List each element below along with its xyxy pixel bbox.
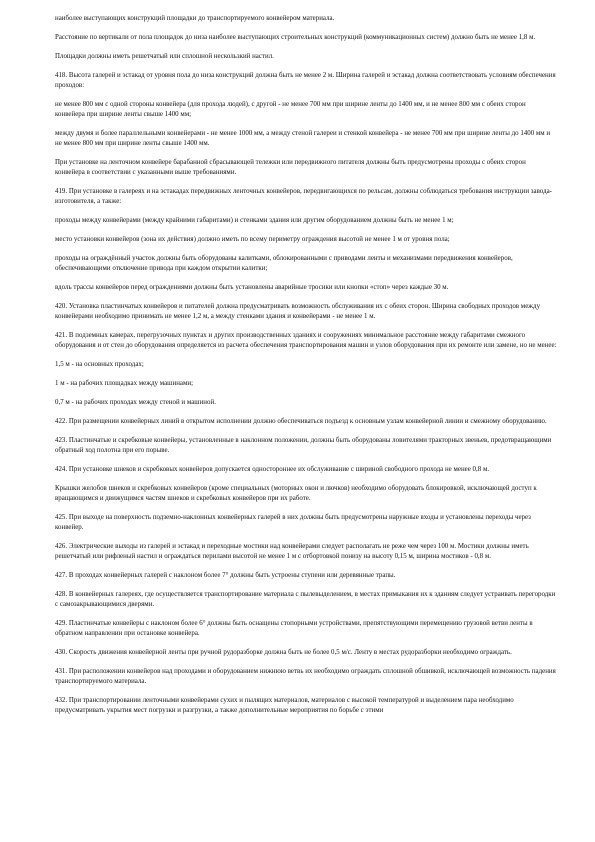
paragraph: Площадки должны иметь решетчатый или сплошной нескользкий настил. (55, 53, 274, 60)
paragraph: 420. Установка пластинчатых конвейеров и питателей должна предусматривать возможность обслуживания их с обеих сторон. Ширина свободных проходов между конвейерами необходимо принимать не менее 1,2 м, а между стенками здания и конвейерами - не менее 1 м. (55, 303, 541, 320)
paragraph: 1,5 м - на основных проходах; (55, 361, 144, 368)
paragraph: 421. В подземных камерах, перегрузочных пунктах и других производственных зданиях и сооружениях минимальное расстояние между габаритами смежного оборудования и от стен до оборудования определяется из расчета обеспечения транспортирования машин и узлов оборудования при их ремонте или замене, но не менее: (55, 332, 557, 349)
paragraph: место установки конвейеров (зона их действия) должно иметь по всему периметру ограждения высотой не менее 1 м от уровня пола; (55, 236, 450, 243)
paragraph: 430. Скорость движения конвейерной ленты при ручной рудоразборке должна быть не более 0,5 м/с. Ленту в местах рудоразборки необходимо ограждать. (55, 649, 512, 656)
paragraph: наиболее выступающих конструкций площадки до транспортируемого конвейером материала. (55, 15, 335, 22)
paragraph: 418. Высота галерей и эстакад от уровня пола до низа конструкций должна быть не менее 2 м. Ширина галерей и эстакад должна соответствовать условиям обеспечения проходов: (55, 72, 556, 89)
paragraph: проходы между конвейерами (между крайними габаритами) и стенками здания или другим оборудованием должны быть не менее 1 м; (55, 217, 454, 224)
paragraph: 432. При транспортировании ленточными конвейерами сухих и пылящих материалов, материалов с высокой температурой и выделением пара необходимо предусматривать укрытия мест погрузки и разгрузки, а также дополнительные мероприятия по борьбе с этими (55, 697, 514, 714)
paragraph: 426. Электрические выходы из галерей и эстакад и переходные мостики над конвейерами следует располагать не реже чем через 100 м. Мостики должны иметь решетчатый или рифленый настил и ограждаться перилами высотой не менее 1 м с отбортовкой понизу на высоту 0,15 м, ширина мостиков - 0,8 м. (55, 543, 529, 560)
paragraph: Расстояние по вертикали от пола площадок до низа наиболее выступающих строительных конструкций (коммуникационных систем) должно быть не менее 1,8 м. (55, 34, 536, 41)
paragraph: 419. При установке в галереях и на эстакадах передвижных ленточных конвейеров, передвигающихся по рельсам, должны соблюдаться требования инструкции завода-изготовителя, а также: (55, 188, 552, 205)
paragraph: 427. В проходах конвейерных галерей с наклоном более 7° должны быть устроены ступени или деревянные трапы. (55, 572, 396, 579)
paragraph: вдоль трассы конвейеров перед ограждениями должны быть установлены аварийные тросики или кнопки «стоп» через каждые 30 м. (55, 284, 449, 291)
paragraph: 1 м - на рабочих площадках между машинами; (55, 380, 194, 387)
paragraph: 431. При расположении конвейеров над проходами и оборудованием нижнюю ветвь их необходимо ограждать сплошной обшивкой, исключающей возможность падения транспортируемого материала. (55, 668, 556, 685)
paragraph: 428. В конвейерных галереях, где осуществляется транспортирование материала с пылевыделением, в местах примыкания их к зданиям следует устраивать перегородки с самозакрывающимися дверями. (55, 591, 556, 608)
paragraph: Крышки желобов шнеков и скребковых конвейеров (кроме специальных (моторных окон и лючков) необходимо оборудовать блокировкой, исключающей доступ к вращающимся и движущимся частям шнеков и скребковых конвейеров при их работе. (55, 485, 537, 502)
paragraph: 429. Пластинчатые конвейеры с наклоном более 6° должны быть оснащены стопорными устройствами, препятствующими перемещению грузовой ветви ленты в обратном направлении при остановке конвейера. (55, 620, 533, 637)
paragraph: 424. При установке шнеков и скребковых конвейеров допускается одностороннее их обслуживание с шириной свободного прохода не менее 0,8 м. (55, 466, 490, 473)
paragraph: проходы на ограждённый участок должны быть оборудованы калитками, облокированными с приводами ленты и механизмами передвижения конвейеров, обеспечивающими отключение привода при каждом открытии калитки; (55, 255, 513, 272)
paragraph: 0,7 м - на рабочих проходах между стеной и машиной. (55, 399, 216, 406)
paragraph: 425. При выходе на поверхность подземно-наклонных конвейерных галерей в них должны быть предусмотрены наружные входы и установлены переходы через конвейер. (55, 514, 531, 531)
paragraph: При установке на ленточном конвейере барабанной сбрасывающей тележки или передвижного питателя должны быть предусмотрены проходы с обеих сторон конвейера в соответствии с указанными выше требованиями. (55, 159, 526, 176)
paragraph: не менее 800 мм с одной стороны конвейера (для прохода людей), с другой - не менее 700 мм при ширине ленты до 1400 мм, и не менее 800 мм с обеих сторон конвейера при ширине ленты свыше 1400 мм; (55, 101, 526, 118)
paragraph: между двумя и более параллельными конвейерами - не менее 1000 мм, а между стеной галереи и стенкой конвейера - не менее 700 мм при ширине ленты до 1400 мм и не менее 800 мм при ширине ленты свыше 1400 мм. (55, 130, 551, 147)
paragraph: 422. При размещении конвейерных линий в открытом исполнении должно обеспечиваться подъезд к основным узлам конвейерной линии и смежному оборудованию. (55, 418, 547, 425)
paragraph: 423. Пластинчатые и скребковые конвейеры, установленные в наклонном положении, должны быть оборудованы ловителями тракторных звеньев, предотвращающими обратный ход полотна при его порыве. (55, 437, 552, 454)
